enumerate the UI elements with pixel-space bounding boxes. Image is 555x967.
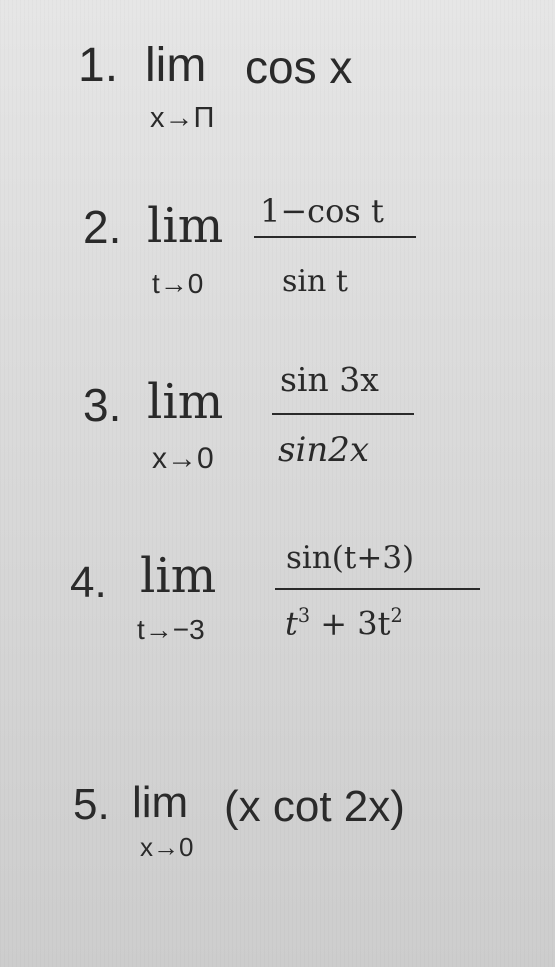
problem-3-subscript: x→0 — [152, 442, 214, 475]
problem-1-subscript: x→Π — [150, 102, 215, 134]
problem-3-fraction-bar — [272, 413, 414, 415]
problem-3-denominator: sin2x — [278, 430, 370, 470]
problem-5-expression: (x cot 2x) — [224, 782, 405, 831]
problem-4-number: 4. — [70, 558, 107, 607]
problem-1-number: 1. — [78, 39, 119, 92]
problem-1-lim: lim — [145, 39, 207, 92]
problem-5-number: 5. — [73, 780, 110, 829]
problem-5-subscript: x→0 — [140, 832, 194, 862]
problem-4-fraction-bar — [275, 588, 480, 590]
problem-5-lim: lim — [132, 778, 189, 827]
problem-1-expression: cos x — [245, 41, 353, 93]
problem-4-denominator-middle: + 3t — [320, 604, 391, 643]
problem-2-subscript: t→0 — [152, 268, 204, 299]
problem-2-number: 2. — [83, 201, 122, 253]
problem-2-numerator: 1−cos t — [260, 192, 384, 230]
problem-2-fraction-bar — [254, 236, 416, 238]
problem-4-lim: lim — [140, 548, 217, 604]
problem-4-denominator-exponent-1: 3 — [297, 604, 311, 627]
problem-2-lim: lim — [147, 198, 224, 254]
problem-3-lim: lim — [147, 374, 224, 430]
problem-3-numerator: sin 3x — [280, 360, 379, 399]
problem-4-numerator: sin(t+3) — [286, 540, 415, 576]
problem-4-denominator-exponent-2: 2 — [390, 604, 403, 627]
problem-3-number: 3. — [83, 379, 122, 431]
problem-4-denominator-t: t — [285, 604, 298, 643]
problem-4-subscript: t→−3 — [137, 614, 205, 645]
problem-4-denominator — [285, 604, 403, 642]
problem-2-denominator: sin t — [282, 264, 348, 299]
